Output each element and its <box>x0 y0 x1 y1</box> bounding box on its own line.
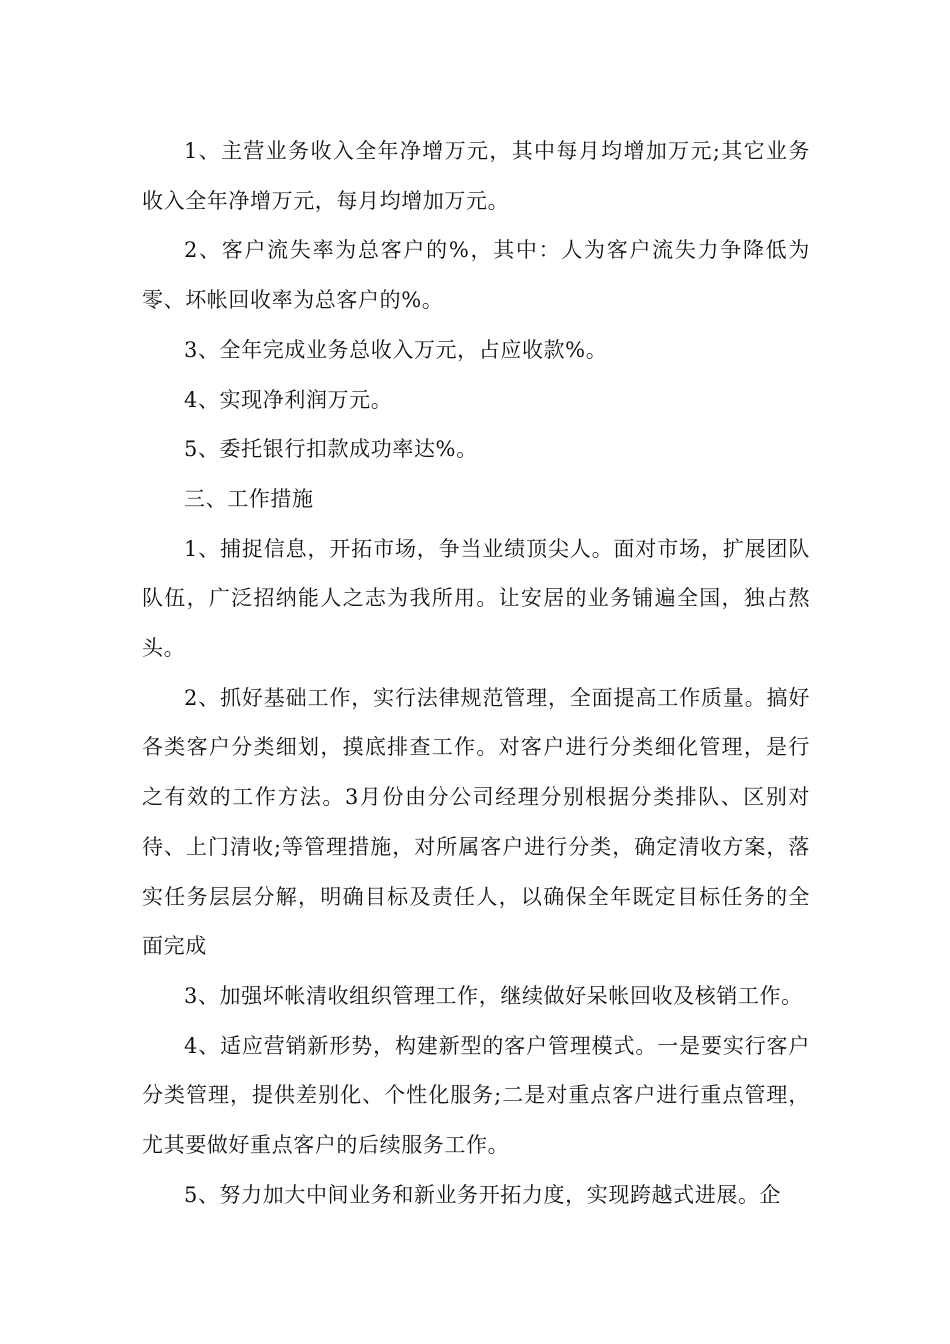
paragraph-measure-new-business: 5、努力加大中间业务和新业务开拓力度，实现跨越式进展。企 <box>184 1182 782 1207</box>
paragraph-target-revenue: 1、主营业务收入全年净增万元，其中每月均增加万元;其它业务收入全年净增万元，每月均增加万元。 <box>142 139 810 213</box>
paragraph-target-churn: 2、客户流失率为总客户的%，其中：人为客户流失力争降低为零、坏帐回收率为总客户的%。 <box>142 238 810 313</box>
paragraph-target-net-profit: 4、实现净利润万元。 <box>184 387 393 412</box>
section-heading-work-measures: 三、工作措施 <box>184 486 314 511</box>
paragraph-measure-customer-model: 4、适应营销新形势，构建新型的客户管理模式。一是要实行客户分类管理，提供差别化、个性化服务;二是对重点客户进行重点管理，尤其要做好重点客户的后续服务工作。 <box>142 1033 810 1158</box>
paragraph-target-bank-debit: 5、委托银行扣款成功率达%。 <box>184 437 478 462</box>
paragraph-measure-bad-debt: 3、加强坏帐清收组织管理工作，继续做好呆帐回收及核销工作。 <box>184 983 803 1008</box>
paragraph-measure-foundation: 2、抓好基础工作，实行法律规范管理，全面提高工作质量。搞好各类客户分类细划，摸底排查工作。对客户进行分类细化管理，是行之有效的工作方法。3月份由分公司经理分别根据分类排队、区别对待、上门清收;等管理措施，对所属客户进行分类，确定清收方案，落实任务层层分解，明确目标及责任人，以确保全年既定目标任务的全面完成 <box>142 685 810 959</box>
document-body <box>142 127 810 1220</box>
paragraph-target-total-revenue: 3、全年完成业务总收入万元，占应收款%。 <box>184 337 608 362</box>
paragraph-measure-market: 1、捕捉信息，开拓市场，争当业绩顶尖人。面对市场，扩展团队队伍，广泛招纳能人之志为我所用。让安居的业务铺遍全国，独占熬头。 <box>142 536 810 661</box>
